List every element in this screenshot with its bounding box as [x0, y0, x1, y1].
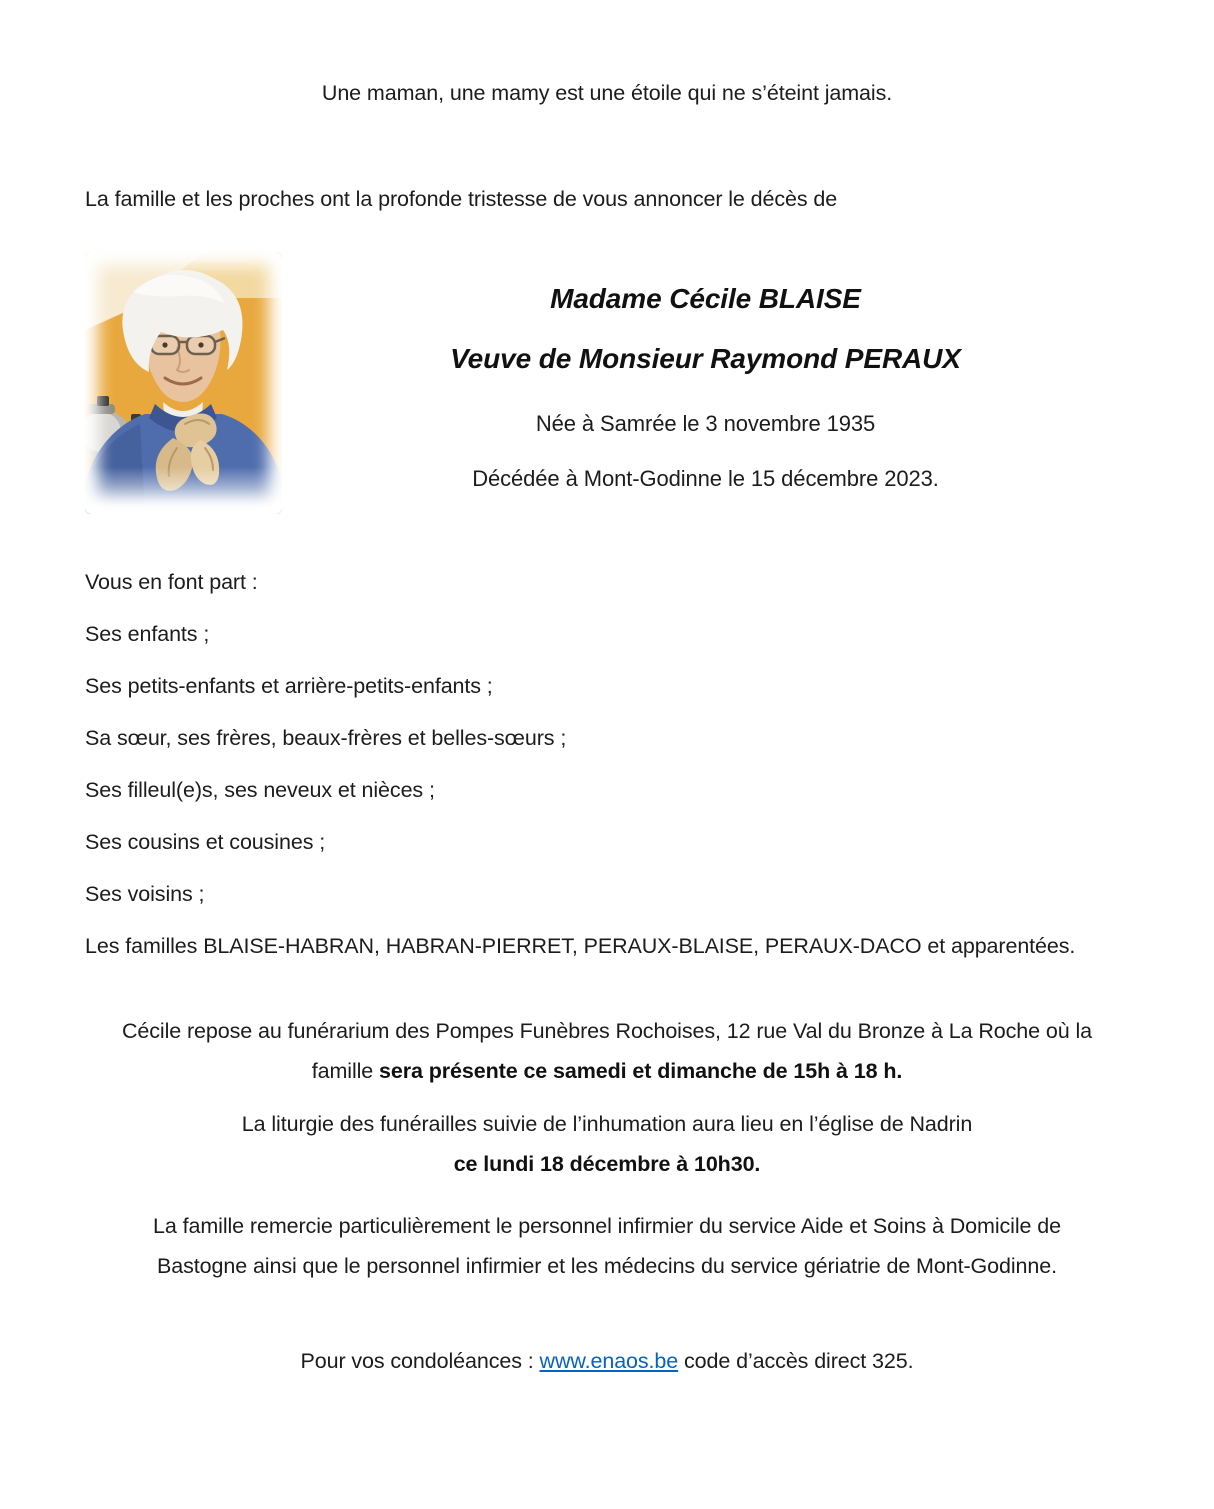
repose-paragraph [85, 1011, 1129, 1091]
liturgy-date-bold: ce lundi 18 décembre à 10h30. [453, 1152, 761, 1176]
repose-schedule-bold: sera présente ce samedi et dimanche de 15h à 18 h. [379, 1059, 903, 1083]
deceased-info [282, 252, 1129, 494]
deceased-name: Madame Cécile BLAISE [550, 283, 861, 314]
family-line-godchildren: Ses filleul(e)s, ses neveux et nièces ; [85, 778, 435, 802]
family-line-siblings: Sa sœur, ses frères, beaux-frères et belles-sœurs ; [85, 726, 567, 750]
enaos-link[interactable]: www.enaos.be [539, 1349, 679, 1373]
portrait-photo-illustration [85, 252, 282, 514]
quote-line: Une maman, une mamy est une étoile qui ne s’éteint jamais. [321, 81, 893, 105]
family-line-children: Ses enfants ; [85, 622, 210, 646]
condolences-prefix: Pour vos condoléances : [300, 1349, 540, 1373]
family-line-neighbors: Ses voisins ; [85, 882, 205, 906]
liturgy-paragraph [85, 1104, 1129, 1184]
family-intro: Vous en font part : [85, 570, 258, 594]
thanks-paragraph [85, 1206, 1129, 1286]
birth-line: Née à Samrée le 3 novembre 1935 [535, 411, 876, 436]
family-line-families: Les familles BLAISE-HABRAN, HABRAN-PIERRET, PERAUX-BLAISE, PERAUX-DACO et apparentées. [85, 934, 1076, 958]
condolences-suffix: code d’accès direct 325. [678, 1349, 914, 1373]
repose-line2: famille sera présente ce samedi et dimanche de 15h à 18 h. [311, 1059, 903, 1083]
thanks-line2: Bastogne ainsi que le personnel infirmier et les médecins du service gériatrie de Mont-Godinne. [157, 1254, 1057, 1278]
deceased-header-row [85, 252, 1129, 514]
repose-line1: Cécile repose au funérarium des Pompes Funèbres Rochoises, 12 rue Val du Bronze à La Roche où la [121, 1019, 1092, 1043]
announcement-line: La famille et les proches ont la profonde tristesse de vous annoncer le décès de [85, 187, 838, 211]
portrait-photo [85, 252, 282, 514]
family-line-cousins: Ses cousins et cousines ; [85, 830, 326, 854]
family-line-grandchildren: Ses petits-enfants et arrière-petits-enfants ; [85, 674, 493, 698]
family-section [85, 562, 1129, 966]
condolences-line [85, 1341, 1129, 1381]
death-line: Décédée à Mont-Godinne le 15 décembre 2023. [472, 466, 939, 491]
liturgy-line1: La liturgie des funérailles suivie de l’inhumation aura lieu en l’église de Nadrin [241, 1112, 973, 1136]
deceased-widow-line: Veuve de Monsieur Raymond PERAUX [450, 343, 961, 374]
thanks-line1: La famille remercie particulièrement le personnel infirmier du service Aide et Soins à Domicile de [153, 1214, 1061, 1238]
